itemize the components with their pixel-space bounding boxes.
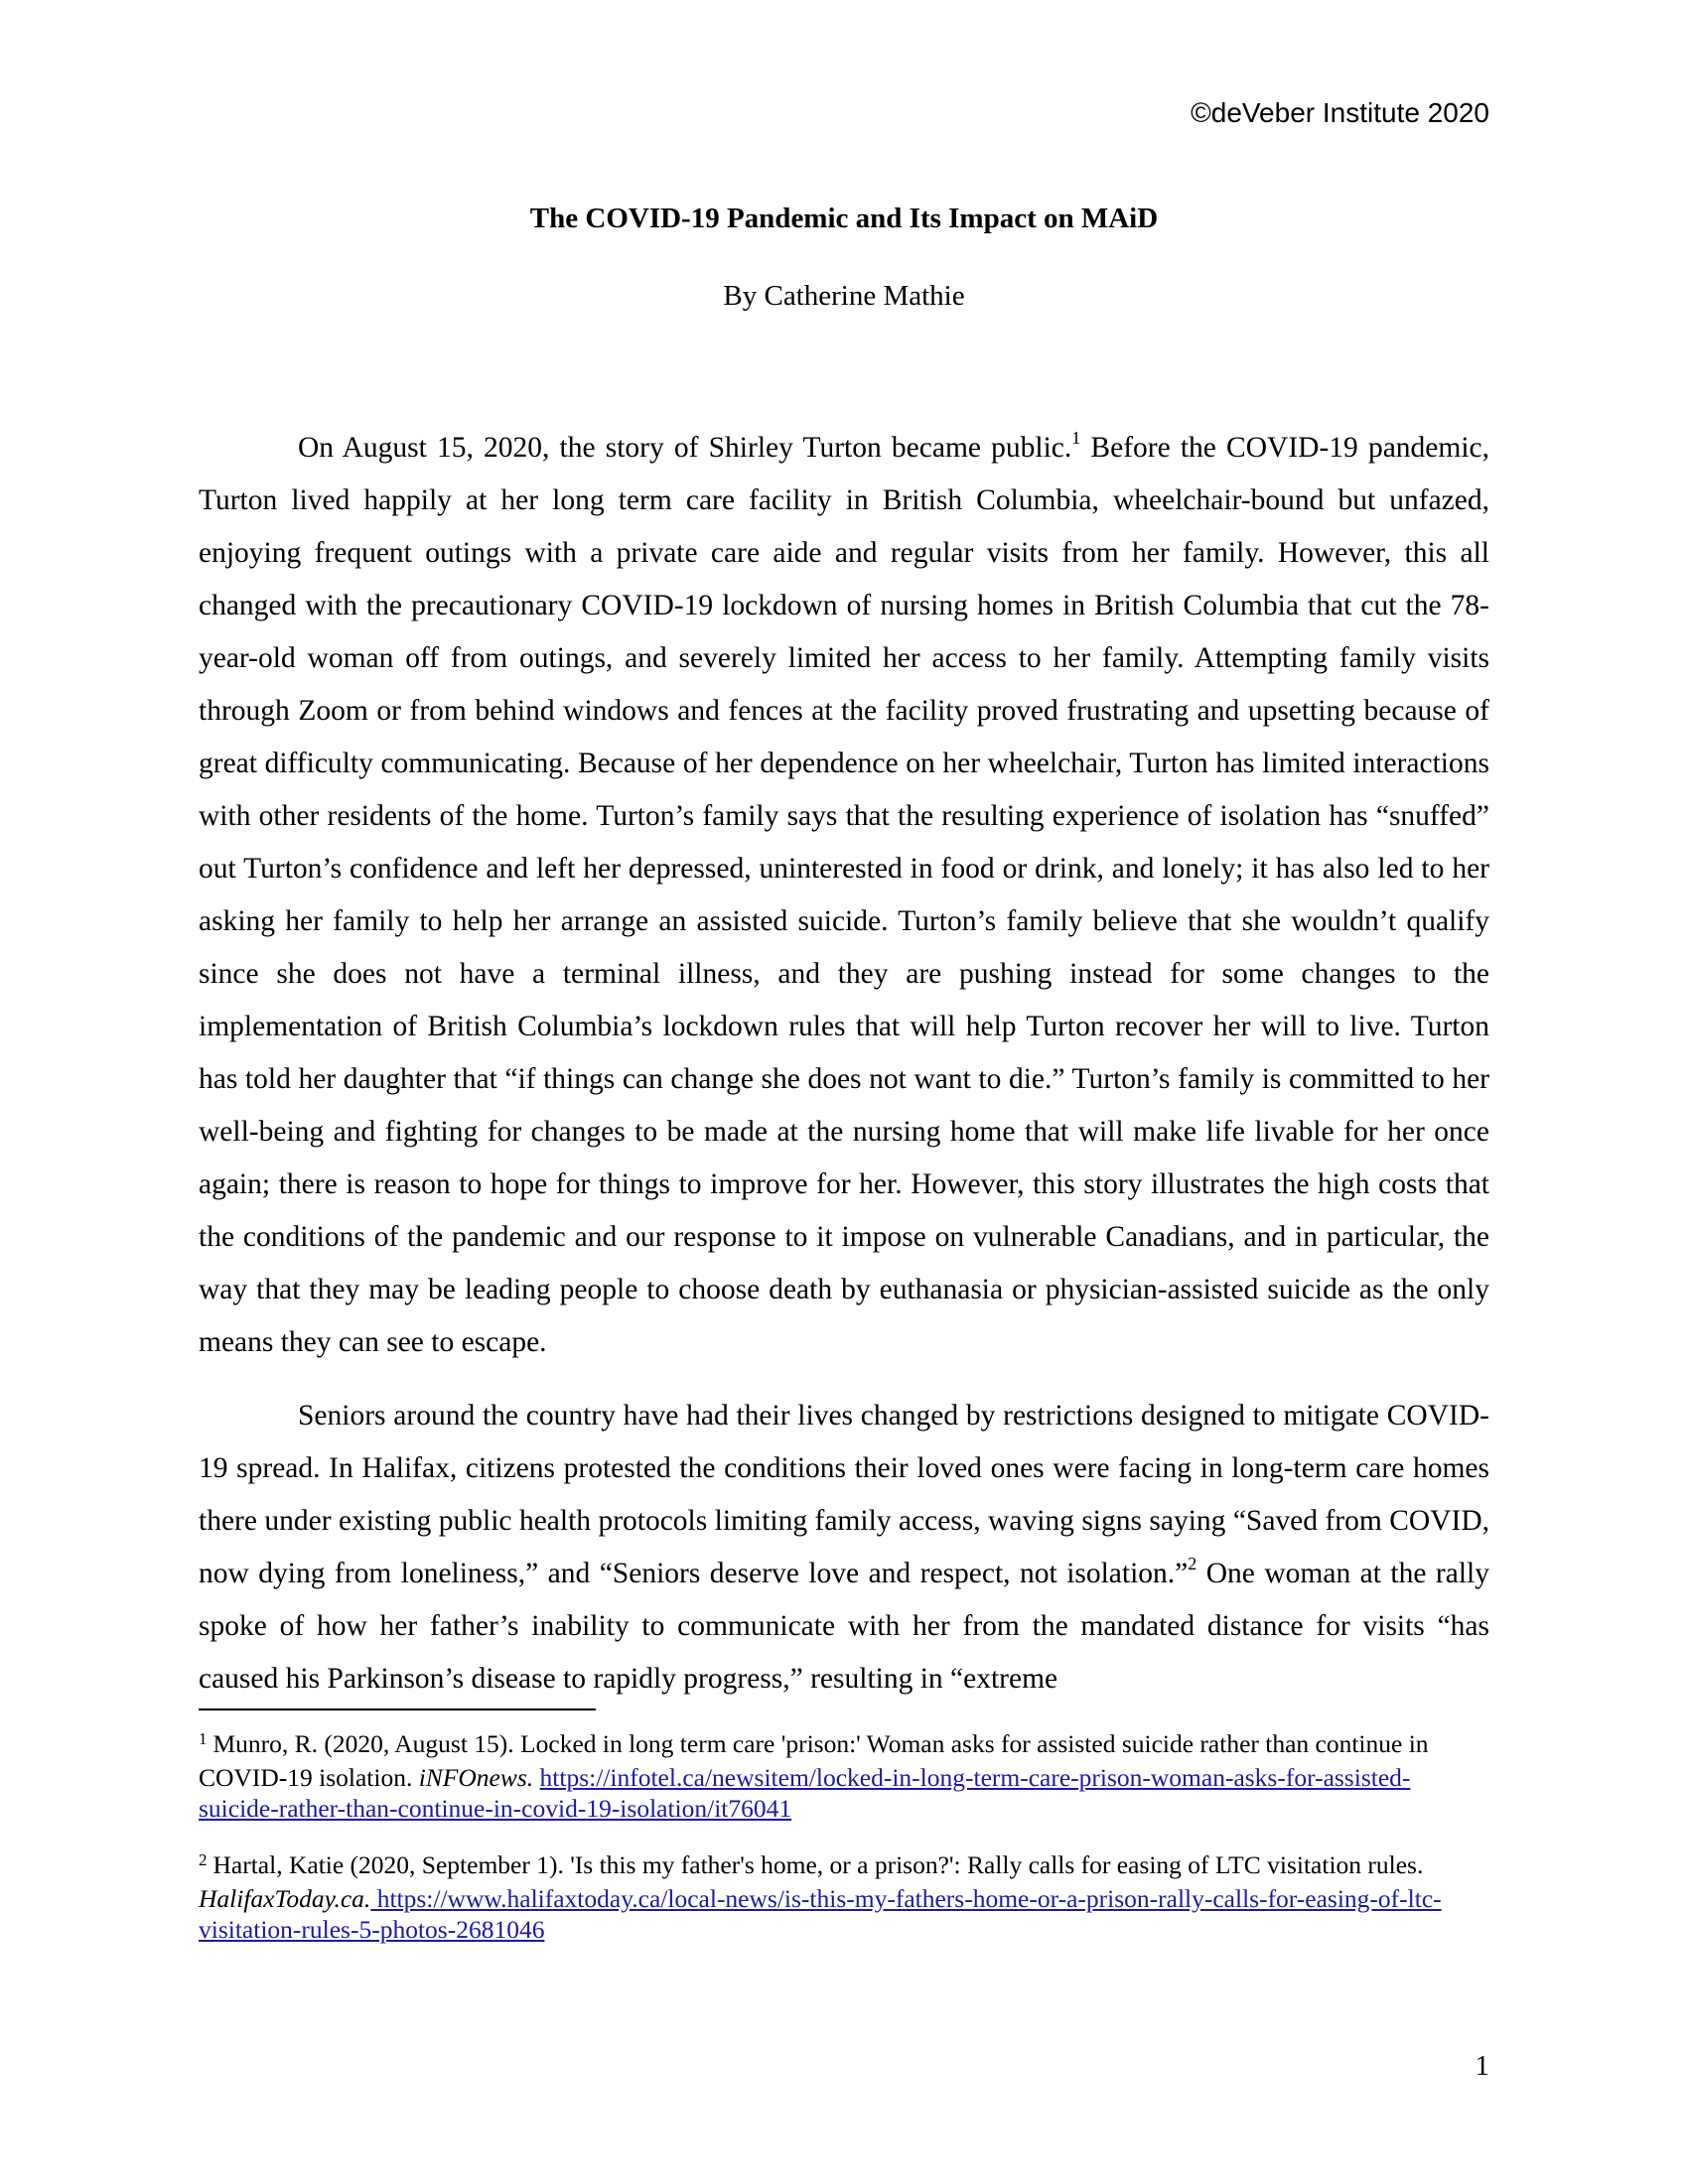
footnotes xyxy=(199,1728,1489,1971)
footnote-link[interactable]: https://infotel.ca/newsitem/locked-in-long-term-care-prison-woman-asks-for-assisted-suicide-rather-than-continue-in-covid-19-isolation/it76041 xyxy=(199,1763,1411,1823)
body-paragraph xyxy=(199,422,1489,1369)
body-paragraph xyxy=(199,1390,1489,1706)
footnote-text: Hartal, Katie (2020, September 1). 'Is this my father's home, or a prison?': Rally calls for easing of LTC visitation rules. xyxy=(212,1850,1424,1879)
document-author: By Catherine Mathie xyxy=(723,280,965,312)
footnote-link[interactable]: https://www.halifaxtoday.ca/local-news/is-this-my-fathers-home-or-a-prison-rally-calls-for-easing-of-ltc-visitation-rules-5-photos-2681046 xyxy=(199,1884,1442,1944)
page-number: 1 xyxy=(1475,2050,1489,2082)
paragraph-text: Seniors around the country have had their lives changed by restrictions designed to mitigate COVID-19 spread. In Halifax, citizens protested the conditions their loved ones were facing in long-term care homes there under existing public health protocols limiting family access, waving signs saying “Saved from COVID, now dying from loneliness,” and “Seniors deserve love and respect, not isolation.” xyxy=(199,1400,1489,1589)
footnote-text: Munro, R. (2020, August 15). Locked in long term care 'prison:' Woman asks for assisted suicide rather than continue in COVID-19 isolation. xyxy=(199,1729,1429,1792)
footnote xyxy=(199,1728,1489,1824)
footnote-number: 1 xyxy=(199,1729,208,1748)
paragraph-text: On August 15, 2020, the story of Shirley Turton became public. xyxy=(298,432,1072,464)
paragraph-text: One woman at the rally spoke of how her father’s inability to communicate with her from the mandated distance for visits “has caused his Parkinson’s disease to rapidly progress,” resulting in “extreme xyxy=(199,1558,1489,1695)
body-text xyxy=(199,422,1489,1726)
paragraph-text: Before the COVID-19 pandemic, Turton lived happily at her long term care facility in British Columbia, wheelchair-bound but unfazed, enjoying frequent outings with a private care aide and regular visits from her family. However, this all changed with the precautionary COVID-19 lockdown of nursing homes in British Columbia that cut the 78-year-old woman off from outings, and severely limited her access to her family. Attempting family visits through Zoom or from behind windows and fences at the facility proved frustrating and upsetting because of great difficulty communicating. Because of her dependence on her wheelchair, Turton has limited interactions with other residents of the home. Turton’s family says that the resulting experience of isolation has “snuffed” out Turton’s confidence and left her depressed, uninterested in food or drink, and lonely; it has also led to her asking her family to help her arrange an assisted suicide. Turton’s family believe that she wouldn’t qualify since she does not have a terminal illness, and they are pushing instead for some changes to the implementation of British Columbia’s lockdown rules that will help Turton recover her will to live. Turton has told her daughter that “if things can change she does not want to die.” Turton’s family is committed to her well-being and fighting for changes to be made at the nursing home that will make life livable for her once again; there is reason to hope for things to improve for her. However, this story illustrates the high costs that the conditions of the pandemic and our response to it impose on vulnerable Canadians, and in particular, the way that they may be leading people to choose death by euthanasia or physician-assisted suicide as the only means they can see to escape. xyxy=(199,432,1489,1358)
footnote-source: iNFOnews. xyxy=(418,1763,534,1792)
document-title: The COVID-19 Pandemic and Its Impact on MAiD xyxy=(529,203,1159,234)
footnote-number: 2 xyxy=(199,1850,208,1869)
footnote xyxy=(199,1849,1489,1945)
footnote-separator xyxy=(199,1708,596,1710)
footnote-reference[interactable]: 1 xyxy=(1071,428,1081,449)
footnote-reference[interactable]: 2 xyxy=(1188,1554,1197,1574)
footnote-source: HalifaxToday.ca. xyxy=(199,1884,371,1913)
copyright-notice: ©deVeber Institute 2020 xyxy=(1191,97,1489,128)
